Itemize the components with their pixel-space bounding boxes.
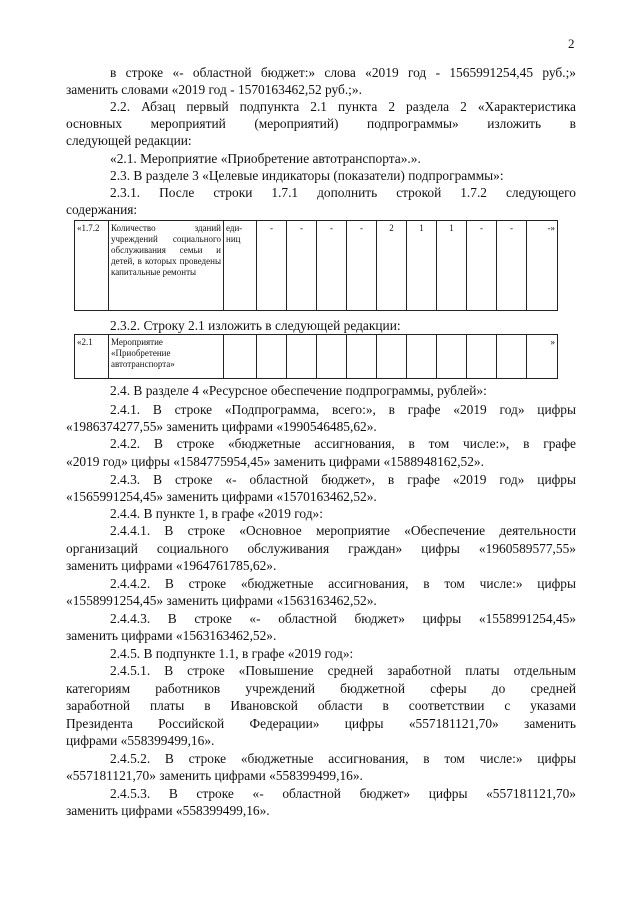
page-number: 2 — [568, 36, 575, 51]
value-cell: - — [497, 221, 527, 311]
paragraph-line: 2.4.2. В строке «бюджетные ассигнования, в том числе:», в графе — [110, 436, 576, 451]
paragraph-line: 2.4.4.2. В строке «бюджетные ассигнования, в том числе:» цифры — [110, 576, 576, 591]
value-cell: - — [287, 221, 317, 311]
paragraph-line: заменить словами «2019 год - 1570163462,52 руб.;». — [66, 82, 362, 97]
paragraph-line: 2.4.4. В пункте 1, в графе «2019 год»: — [110, 506, 323, 521]
paragraph-line: «1558991254,45» заменить цифрами «1563163462,52». — [66, 593, 377, 608]
paragraph-line: 2.4.5.1. В строке «Повышение средней заработной платы отдельным — [110, 663, 576, 678]
paragraph-line: 2.4.4.3. В строке «- областной бюджет» цифры «1558991254,45» — [110, 611, 576, 626]
value-cell — [377, 335, 407, 379]
paragraph-line: цифрами «558399499,16». — [66, 733, 215, 748]
value-cell: - — [467, 221, 497, 311]
unit — [224, 335, 257, 379]
paragraph-line: категориям работников учреждений бюджетной сферы до средней — [66, 681, 576, 696]
paragraph-line: заработной платы в Ивановской области в соответствии с указами — [66, 698, 576, 713]
paragraph-line: 2.4.3. В строке «- областной бюджет», в графе «2019 год» цифры — [110, 472, 576, 487]
paragraph-line: заменить цифрами «1964761785,62». — [66, 558, 277, 573]
paragraph-line: основных мероприятий (мероприятий) подпрограммы» изложить в — [66, 116, 576, 131]
paragraph-line: 2.4.5.3. В строке «- областной бюджет» цифры «557181121,70» — [110, 786, 576, 801]
paragraph-line: 2.4.5. В подпункте 1.1, в графе «2019 год»: — [110, 646, 354, 661]
value-cell — [317, 335, 347, 379]
unit: еди-ниц — [224, 221, 257, 311]
paragraph-line: 2.3. В разделе 3 «Целевые индикаторы (показатели) подпрограммы»: — [110, 168, 504, 183]
paragraph-line: 2.3.2. Строку 2.1 изложить в следующей редакции: — [110, 318, 401, 333]
paragraph-line: Президента Российской Федерации» цифры «557181121,70» заменить — [66, 716, 576, 731]
paragraph-line: 2.4. В разделе 4 «Ресурсное обеспечение подпрограммы, рублей»: — [110, 383, 487, 398]
value-cell: - — [257, 221, 287, 311]
paragraph-line: «1986374277,55» заменить цифрами «1990546485,62». — [66, 419, 377, 434]
value-cell — [257, 335, 287, 379]
paragraph-line: 2.4.1. В строке «Подпрограмма, всего:», в графе «2019 год» цифры — [110, 402, 576, 417]
indicator-table-row-2-1 — [74, 334, 558, 379]
value-cell: - — [347, 221, 377, 311]
paragraph-line: 2.3.1. После строки 1.7.1 дополнить строкой 1.7.2 следующего — [110, 185, 576, 200]
paragraph-line: 2.4.5.2. В строке «бюджетные ассигнования, в том числе:» цифры — [110, 751, 576, 766]
indicator-name: Количество зданий учреждений социального обслуживания семьи и детей, в которых проведены капитальные ремонты — [109, 221, 224, 311]
paragraph-line: «2.1. Мероприятие «Приобретение автотранспорта».». — [110, 151, 421, 166]
value-cell: 1 — [437, 221, 467, 311]
paragraph-line: следующей редакции: — [66, 133, 192, 148]
row-number: «1.7.2 — [75, 221, 109, 311]
paragraph-line: «2019 год» цифры «1584775954,45» заменить цифрами «1588948162,52». — [66, 454, 484, 469]
paragraph-line: 2.4.4.1. В строке «Основное мероприятие «Обеспечение деятельности — [110, 523, 576, 538]
value-cell — [287, 335, 317, 379]
value-cell: » — [527, 335, 558, 379]
value-cell — [467, 335, 497, 379]
indicator-table-row-1-7-2 — [74, 220, 558, 311]
value-cell: -» — [527, 221, 558, 311]
value-cell — [497, 335, 527, 379]
paragraph-line: 2.2. Абзац первый подпункта 2.1 пункта 2 раздела 2 «Характеристика — [110, 99, 576, 114]
value-cell — [437, 335, 467, 379]
paragraph-line: содержания: — [66, 202, 138, 217]
value-cell: 1 — [407, 221, 437, 311]
value-cell — [347, 335, 377, 379]
value-cell — [407, 335, 437, 379]
paragraph-line: организаций социального обслуживания граждан» цифры «1960589577,55» — [66, 541, 576, 556]
paragraph-line: заменить цифрами «558399499,16». — [66, 803, 270, 818]
paragraph-line: заменить цифрами «1563163462,52». — [66, 628, 277, 643]
paragraph-line: «557181121,70» заменить цифрами «558399499,16». — [66, 768, 363, 783]
paragraph-line: «1565991254,45» заменить цифрами «1570163462,52». — [66, 489, 377, 504]
indicator-name: Мероприятие «Приобретение автотранспорта» — [109, 335, 224, 379]
row-number: «2.1 — [75, 335, 109, 379]
value-cell: - — [317, 221, 347, 311]
value-cell: 2 — [377, 221, 407, 311]
paragraph-line: в строке «- областной бюджет:» слова «2019 год - 1565991254,45 руб.;» — [110, 65, 576, 80]
